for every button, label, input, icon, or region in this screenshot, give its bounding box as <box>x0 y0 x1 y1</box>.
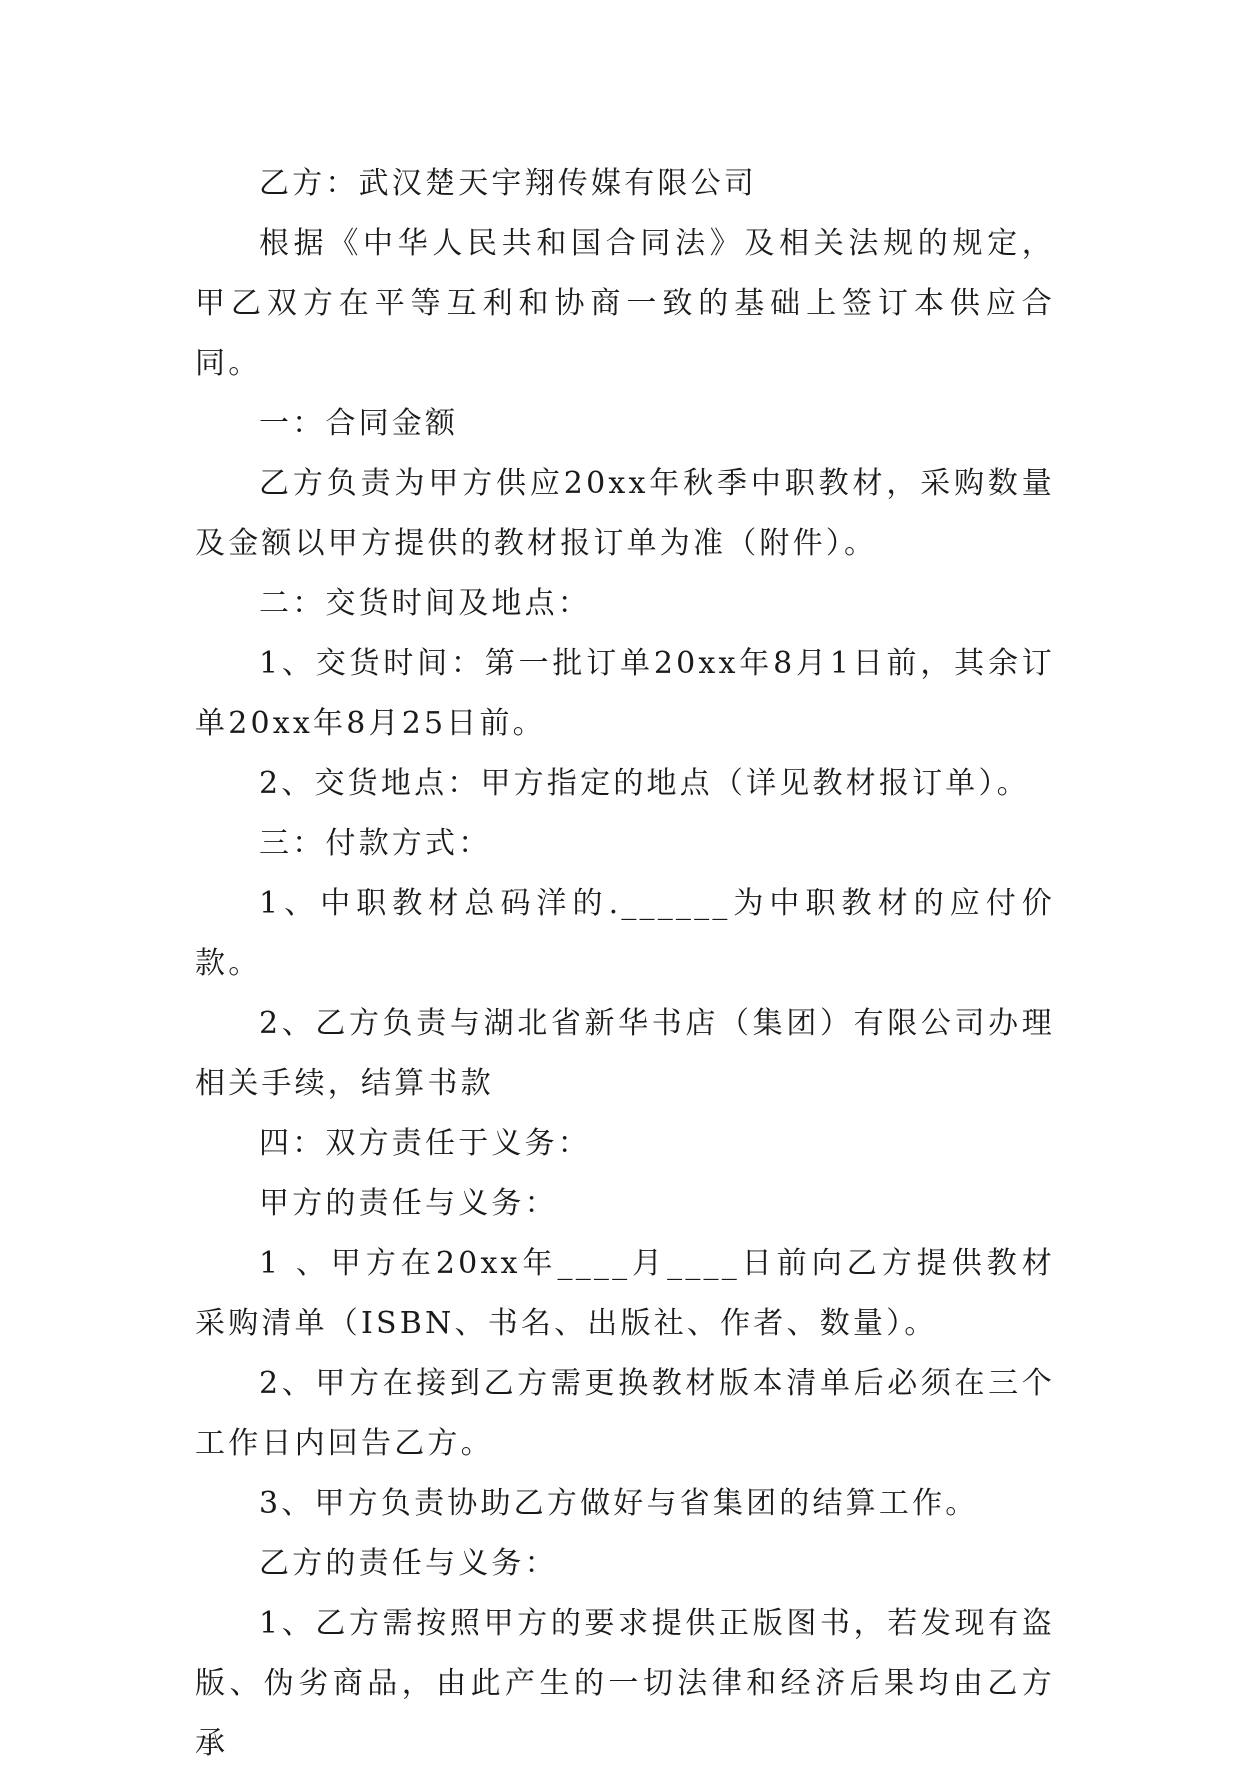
party-a-duty-3: 3、甲方负责协助乙方做好与省集团的结算工作。 <box>259 1486 979 1521</box>
party-b-line: 乙方：武汉楚天宇翔传媒有限公司 <box>259 166 757 201</box>
section-heading-amount: 一：合同金额 <box>259 406 459 441</box>
intro-paragraph: 根据《中华人民共和国合同法》及相关法规的规定，甲乙双方在平等互利和协商一致的基础上签订本供应合同。 <box>195 226 1055 381</box>
section-heading-delivery: 二：交货时间及地点： <box>259 586 591 621</box>
payment-item-1: 1、中职教材总码洋的.______为中职教材的应付价款。 <box>195 886 1055 981</box>
contract-body <box>195 154 1055 1774</box>
amount-paragraph: 乙方负责为甲方供应20xx年秋季中职教材，采购数量及金额以甲方提供的教材报订单为准（附件）。 <box>195 466 1055 561</box>
party-b-duties-heading: 乙方的责任与义务： <box>259 1546 558 1581</box>
payment-item-2: 2、乙方负责与湖北省新华书店（集团）有限公司办理相关手续，结算书款 <box>195 1006 1055 1101</box>
delivery-time-item: 1、交货时间：第一批订单20xx年8月1日前，其余订单20xx年8月25日前。 <box>195 646 1055 741</box>
party-b-duty-1: 1、乙方需按照甲方的要求提供正版图书，若发现有盗版、伪劣商品，由此产生的一切法律和经济后果均由乙方承 <box>195 1606 1055 1761</box>
section-heading-payment: 三：付款方式： <box>259 826 492 861</box>
party-a-duties-heading: 甲方的责任与义务： <box>259 1186 558 1221</box>
section-heading-duties: 四：双方责任于义务： <box>259 1126 591 1161</box>
party-a-duty-2: 2、甲方在接到乙方需更换教材版本清单后必须在三个工作日内回告乙方。 <box>195 1366 1055 1461</box>
party-a-duty-1: 1 、甲方在20xx年____月____日前向乙方提供教材采购清单（ISBN、书名、出版社、作者、数量）。 <box>195 1246 1055 1341</box>
delivery-place-item: 2、交货地点：甲方指定的地点（详见教材报订单）。 <box>259 766 1030 801</box>
